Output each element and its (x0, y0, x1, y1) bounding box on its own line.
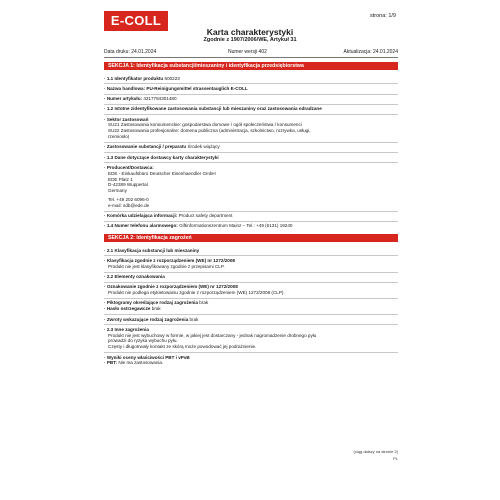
substance-use-row (104, 143, 398, 153)
classification-row (104, 256, 398, 272)
text-line: EDE Platz 1 (108, 176, 133, 182)
field-label: · PBT: (104, 360, 117, 365)
field-value: PU-Reinigungsmittel strassentauglich E-COLL (146, 85, 248, 91)
supplier-row (104, 163, 398, 211)
field-label: · 2.3 Inne zagrożenia (104, 327, 398, 333)
uses-row (104, 105, 398, 115)
field-label: · 2.1 Klasyfikacja substancji lub mieszaniny (104, 248, 199, 253)
field-value: 4317784301480 (143, 96, 177, 102)
info-department-row (104, 212, 398, 222)
classification-header-row (104, 246, 398, 256)
field-label: · Hasło ostrzegawcze (104, 306, 150, 311)
field-label: · Numer artykułu: (104, 96, 142, 101)
field-value: Nie ma zastosowania. (118, 360, 164, 366)
label-elements-row (104, 273, 398, 283)
article-number-row (104, 95, 398, 105)
hazard-statements-row (104, 315, 398, 325)
field-label: · Wyniki oceny właściwości PBT i vPvB (104, 355, 398, 361)
field-label: · 1.2 Istotne zidentyfikowane zastosowania substancji lub mieszaniny oraz zastosowania odradzane (104, 106, 322, 111)
text-line: e-mail: sdb@ede.de (108, 202, 150, 208)
field-value: 600223 (164, 75, 180, 81)
document-title: Karta charakterystyki (206, 27, 294, 37)
text-line: prowadzi do ryzyka wybuchu pyłu. (108, 338, 178, 344)
field-label: · Sektor zastosowań (104, 117, 398, 123)
text-line: rzemiosło) (108, 134, 130, 140)
field-label: · 1.4 Numer telefonu alarmowego: (104, 223, 178, 228)
text-line: SU21 Zastosowania konsumenckie: gospodarstwa domowe / ogół społeczeństwa / konsumenci (108, 122, 302, 128)
update-date: Aktualizacja: 24.01.2024 (343, 49, 398, 55)
field-label: · 1.1 Identyfikator produktu (104, 76, 163, 81)
page-number: strona: 1/9 (370, 13, 396, 19)
field-label: · Piktogramy określające rodzaj zagrożenia (104, 300, 198, 305)
field-value: brak (199, 300, 209, 306)
section-2-header: SEKCJA 2: Identyfikacja zagrożeń (104, 234, 398, 242)
field-label: · Zwroty wskazujące rodzaj zagrożenia (104, 317, 188, 322)
continued-note: (ciąg dalszy na stronie 2) (353, 449, 398, 454)
field-value: Product safety department (178, 213, 233, 219)
field-label: · 2.2 Elementy oznakowania (104, 274, 165, 279)
content (104, 62, 398, 368)
field-value: brak (189, 316, 199, 322)
field-label: · 1.3 Dane dotyczące dostawcy karty charakterystyki (104, 155, 219, 160)
pbt-row (104, 353, 398, 368)
text-line: Produkt nie podlega etykietowaniu zgodnie z rozporządzeniem (WE) 1272/2008 (CLP). (108, 290, 285, 296)
emergency-phone-row (104, 222, 398, 231)
other-hazards-row (104, 325, 398, 353)
field-label: · Klasyfikacja zgodnie z rozporządzeniem (WE) nr 1272/2008 (104, 258, 398, 264)
sector-row (104, 115, 398, 143)
field-label: · Komórka udzielająca informacji: (104, 213, 177, 218)
text-line: Produkt nie jest klasyfikowany zgodnie z przepisami CLP. (108, 263, 225, 269)
print-date: Data druku: 24.01.2024 (104, 49, 157, 55)
text-line: EDE - Einkaufsbüro Deutscher Eisenhaendler GmbH (108, 170, 216, 176)
document-subtitle: Zgodnie z 1907/2006/WE, Artykuł 31 (203, 37, 297, 43)
trade-name-row (104, 84, 398, 94)
text-line: Częsty i długotrwały kontakt ze skórą może powodować jej podrażnienie. (108, 344, 257, 350)
supplier-header-row (104, 153, 398, 163)
text-line: SU22 Zastosowania profesjonalne: domena publiczna (administracja, szkolnictwo, rozrywka, usługi, (108, 128, 311, 134)
text-line: D-42389 Wuppertal (108, 182, 148, 188)
pictograms-row (104, 299, 398, 315)
language-code: PL (393, 456, 398, 461)
product-identifier-row (104, 74, 398, 84)
labelling-row (104, 283, 398, 299)
text-line: Germany (108, 188, 127, 194)
text-line: Produkt nie jest wybuchowy w formie, w jakiej jest dostarczany - jednak nagromadzenie drobnego pyłu (108, 332, 317, 338)
version-number: Numer wersji 402 (228, 49, 267, 55)
field-value: brak (151, 306, 161, 312)
field-label: · Producent/Dostawca: (104, 165, 398, 171)
field-label: · Zastosowanie substancji / preparatu (104, 144, 186, 149)
field-value: Giftinformationszentrum Mainz – Tel.: +49 (6131) 19240 (179, 223, 293, 229)
field-value: Środek wiążący (187, 144, 220, 150)
brand-logo: E-COLL (104, 11, 168, 31)
meta-row (104, 49, 398, 58)
field-label: · Nazwa handlowa: (104, 86, 145, 91)
section-1-header: SEKCJA 1: Identyfikacja substancji/mieszaniny i identyfikacja przedsiębiorstwa (104, 62, 398, 70)
text-line: Tel. +49 202 6096-0 (108, 196, 149, 202)
field-label: · Oznakowanie zgodnie z rozporządzeniem (WE) nr 1272/2008 (104, 284, 398, 290)
